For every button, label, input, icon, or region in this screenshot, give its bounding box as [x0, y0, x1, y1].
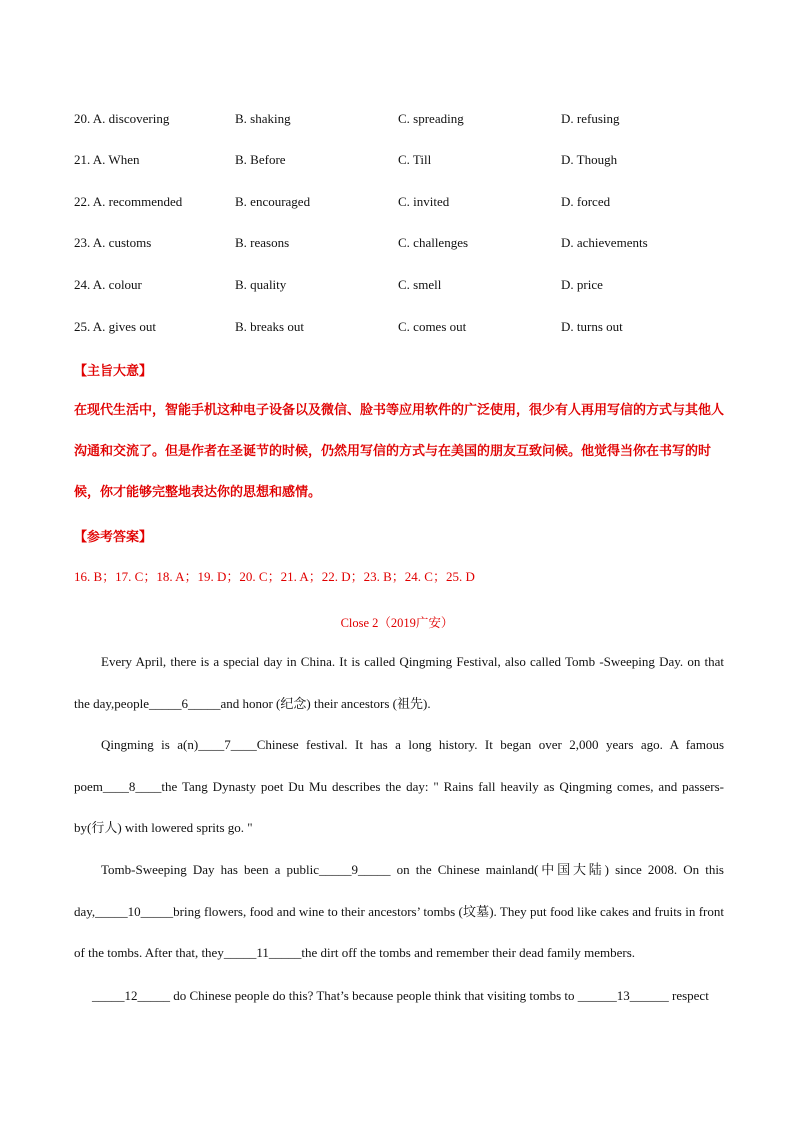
cloze-paragraph-1: Every April, there is a special day in China. It is called Qingming Festival, also called Tomb -Sweeping Day. on that the day,people_____6_____and honor (纪念) their ancestors (祖先).: [74, 654, 724, 711]
option-b: B. Before: [235, 152, 286, 167]
main-idea-heading: 【主旨大意】: [74, 363, 153, 378]
option-c: C. Till: [398, 152, 432, 167]
option-c: C. invited: [398, 194, 450, 209]
option-c: C. challenges: [398, 235, 469, 250]
option-b: B. encouraged: [235, 194, 311, 209]
answer-heading: 【参考答案】: [74, 529, 153, 544]
option-a: 22. A. recommended: [74, 194, 183, 209]
option-row-24: [74, 277, 734, 297]
option-d: D. price: [561, 277, 603, 292]
option-b: B. reasons: [235, 235, 290, 250]
cloze-paragraph-3: Tomb-Sweeping Day has been a public_____9_____ on the Chinese mainland(中国大陆) since 2008. On this day,_____10_____bring flowers, food and wine to their ancestors’ tombs (坟墓). They put food like cakes and fruits in front of the tombs. After that, they_____11_____the dirt off the tombs and remember their dead family members.: [74, 862, 724, 960]
option-b: B. breaks out: [235, 319, 304, 334]
option-d: D. forced: [561, 194, 611, 209]
option-d: D. Though: [561, 152, 618, 167]
option-row-23: [74, 235, 734, 255]
option-row-25: [74, 319, 734, 339]
option-row-21: [74, 152, 734, 172]
option-b: B. quality: [235, 277, 287, 292]
option-a: 24. A. colour: [74, 277, 142, 292]
option-a: 21. A. When: [74, 152, 140, 167]
cloze-paragraph-2: Qingming is a(n)____7____Chinese festival. It has a long history. It began over 2,000 years ago. A famous poem____8____the Tang Dynasty poet Du Mu describes the day: " Rains fall heavily as Qingming comes, and passers-by(行人) with lowered sprits go. ": [74, 737, 724, 835]
option-b: B. shaking: [235, 111, 291, 126]
main-idea-text: 在现代生活中，智能手机这种电子设备以及微信、脸书等应用软件的广泛使用，很少有人再用写信的方式与其他人沟通和交流了。但是作者在圣诞节的时候，仍然用写信的方式与在美国的朋友互致问候。他觉得当你在书写的时候，你才能够完整地表达你的思想和感情。: [74, 402, 725, 499]
cloze-title: Close 2（2019广安）: [340, 616, 454, 630]
option-d: D. refusing: [561, 111, 620, 126]
option-d: D. achievements: [561, 235, 648, 250]
option-row-22: [74, 194, 734, 214]
option-a: 25. A. gives out: [74, 319, 156, 334]
option-c: C. spreading: [398, 111, 464, 126]
cloze-paragraph-4: _____12_____ do Chinese people do this? That’s because people think that visiting tombs to ______13______ respect: [92, 988, 709, 1003]
option-d: D. turns out: [561, 319, 623, 334]
option-a: 23. A. customs: [74, 235, 152, 250]
option-a: 20. A. discovering: [74, 111, 170, 126]
option-c: C. comes out: [398, 319, 467, 334]
option-c: C. smell: [398, 277, 442, 292]
answer-key: 16. B；17. C；18. A；19. D；20. C；21. A；22. D；23. B；24. C；25. D: [74, 569, 475, 584]
option-row-20: [74, 111, 734, 131]
